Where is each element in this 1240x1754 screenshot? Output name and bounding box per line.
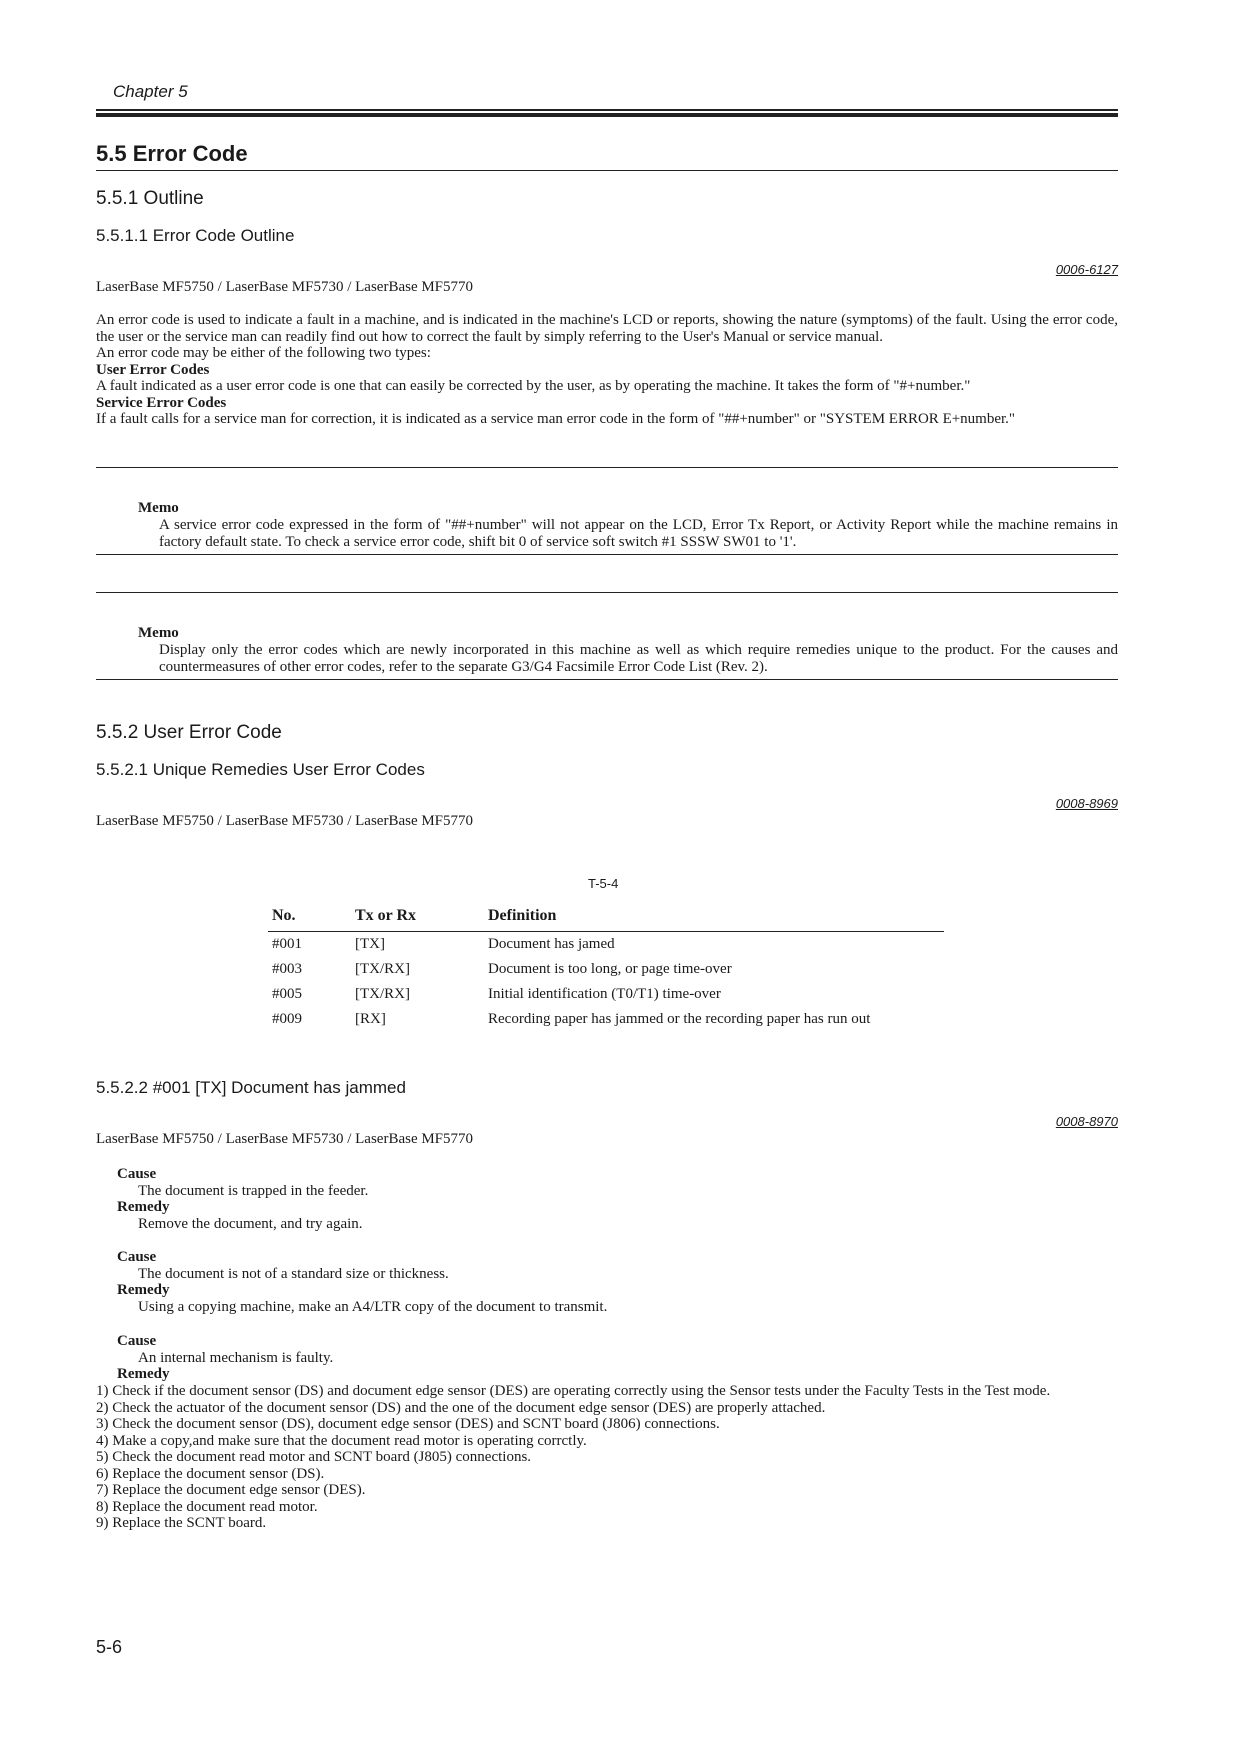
section-title-rule xyxy=(96,170,1118,171)
doc-jam-title: 5.5.2.2 #001 [TX] Document has jammed xyxy=(96,1078,406,1097)
user-error-codes-text: A fault indicated as a user error code is one that can easily be corrected by the user, as by operating the machine. It takes the form of "#+number." xyxy=(96,378,971,394)
service-error-codes-text: If a fault calls for a service man for correction, it is indicated as a service man error code in the form of "##+number" or "SYSTEM ERROR E+number." xyxy=(96,411,1016,427)
cause-text: The document is not of a standard size or thickness. xyxy=(138,1265,449,1282)
memo1-label: Memo xyxy=(138,500,179,516)
page-number: 5-6 xyxy=(96,1637,123,1657)
remedy-label: Remedy xyxy=(117,1366,170,1382)
user-error-table xyxy=(268,903,944,1032)
cause-remedy-block-3 xyxy=(96,1333,1118,1383)
table-row xyxy=(268,1007,944,1032)
chapter-label: Chapter 5 xyxy=(113,82,188,101)
memo2-top-rule xyxy=(96,592,1118,593)
cell-txrx: [TX] xyxy=(355,936,385,952)
list-item: 9) Replace the SCNT board. xyxy=(96,1515,267,1531)
cause-remedy-block-1 xyxy=(96,1166,1118,1232)
outline-subtitle: 5.5.1.1 Error Code Outline xyxy=(96,226,295,245)
cause-label: Cause xyxy=(117,1249,157,1265)
doc-jam-models: LaserBase MF5750 / LaserBase MF5730 / LaserBase MF5770 xyxy=(96,1131,474,1147)
user-error-title: 5.5.2 User Error Code xyxy=(96,722,282,743)
cause-text: An internal mechanism is faulty. xyxy=(138,1349,334,1366)
outline-para-1: An error code is used to indicate a fault in a machine, and is indicated in the machine's LCD or reports, showing the nature (symptoms) of the fault. Using the error code, the user or the service man can readily find out how to correct the fault by simply referring to the User's Manual or service manual. xyxy=(96,312,1118,345)
table-row xyxy=(268,932,944,958)
cell-no: #003 xyxy=(272,961,302,977)
cause-label: Cause xyxy=(117,1333,157,1349)
remedy-steps-list xyxy=(96,1383,1118,1532)
cell-txrx: [RX] xyxy=(355,1011,386,1027)
memo2-label: Memo xyxy=(138,625,179,641)
cell-definition: Initial identification (T0/T1) time-over xyxy=(488,986,721,1002)
outline-ref-link[interactable]: 0006-6127 xyxy=(1055,262,1118,277)
user-error-subtitle: 5.5.2.1 Unique Remedies User Error Codes xyxy=(96,760,425,779)
header-rule-thin xyxy=(96,109,1118,111)
table-header-row xyxy=(268,903,944,932)
cause-label: Cause xyxy=(117,1166,157,1182)
section-title: 5.5 Error Code xyxy=(96,141,248,166)
remedy-text: Remove the document, and try again. xyxy=(138,1215,363,1232)
memo2-text: Display only the error codes which are newly incorporated in this machine as well as which require remedies unique to the product. For the causes and countermeasures of other error codes, refer to the separate G3/G4 Facsimile Error Code List (Rev. 2). xyxy=(159,642,1118,675)
col-header-definition: Definition xyxy=(484,903,944,932)
list-item: 2) Check the actuator of the document sensor (DS) and the one of the document edge sensor (DES) are properly attached. xyxy=(96,1399,826,1416)
col-header-txrx: Tx or Rx xyxy=(351,903,484,932)
memo1-bottom-rule xyxy=(96,554,1118,555)
list-item: 7) Replace the document edge sensor (DES). xyxy=(96,1482,366,1498)
cause-text: The document is trapped in the feeder. xyxy=(138,1182,369,1199)
remedy-label: Remedy xyxy=(117,1282,170,1298)
cell-txrx: [TX/RX] xyxy=(355,986,410,1002)
list-item: 1) Check if the document sensor (DS) and document edge sensor (DES) are operating correctly using the Sensor tests under the Faculty Tests in the Test mode. xyxy=(96,1383,1051,1399)
doc-jam-ref-link[interactable]: 0008-8970 xyxy=(1055,1114,1118,1129)
table-row xyxy=(268,982,944,1007)
cell-no: #005 xyxy=(272,986,302,1002)
outline-models: LaserBase MF5750 / LaserBase MF5730 / LaserBase MF5770 xyxy=(96,279,474,295)
cell-no: #009 xyxy=(272,1011,302,1027)
col-header-no: No. xyxy=(268,903,351,932)
remedy-label: Remedy xyxy=(117,1199,170,1215)
user-error-codes-label: User Error Codes xyxy=(96,361,210,378)
outline-body xyxy=(96,312,1118,428)
service-error-codes-label: Service Error Codes xyxy=(96,394,227,411)
cell-definition: Document is too long, or page time-over xyxy=(488,961,732,977)
list-item: 8) Replace the document read motor. xyxy=(96,1498,318,1515)
outline-para-2: An error code may be either of the following two types: xyxy=(96,345,431,361)
list-item: 6) Replace the document sensor (DS). xyxy=(96,1465,325,1482)
memo1-top-rule xyxy=(96,467,1118,468)
outline-title: 5.5.1 Outline xyxy=(96,188,204,209)
user-error-ref-link[interactable]: 0008-8969 xyxy=(1055,796,1118,811)
memo2-bottom-rule xyxy=(96,679,1118,680)
cell-definition: Recording paper has jammed or the recording paper has run out xyxy=(488,1011,871,1027)
list-item: 4) Make a copy,and make sure that the document read motor is operating corrctly. xyxy=(96,1432,587,1449)
cell-no: #001 xyxy=(272,936,302,952)
cell-txrx: [TX/RX] xyxy=(355,961,410,977)
list-item: 3) Check the document sensor (DS), document edge sensor (DES) and SCNT board (J806) connections. xyxy=(96,1416,720,1432)
cell-definition: Document has jamed xyxy=(488,936,615,952)
list-item: 5) Check the document read motor and SCNT board (J805) connections. xyxy=(96,1449,532,1465)
memo1-text: A service error code expressed in the form of "##+number" will not appear on the LCD, Error Tx Report, or Activity Report while the machine remains in factory default state. To check a service error code, shift bit 0 of service soft switch #1 SSSW SW01 to '1'. xyxy=(159,517,1118,550)
table-row xyxy=(268,957,944,982)
header-rule-thick xyxy=(96,113,1118,117)
remedy-text: Using a copying machine, make an A4/LTR copy of the document to transmit. xyxy=(138,1298,608,1315)
cause-remedy-block-2 xyxy=(96,1249,1118,1315)
user-error-models: LaserBase MF5750 / LaserBase MF5730 / LaserBase MF5770 xyxy=(96,813,474,829)
table-caption: T-5-4 xyxy=(588,876,619,891)
